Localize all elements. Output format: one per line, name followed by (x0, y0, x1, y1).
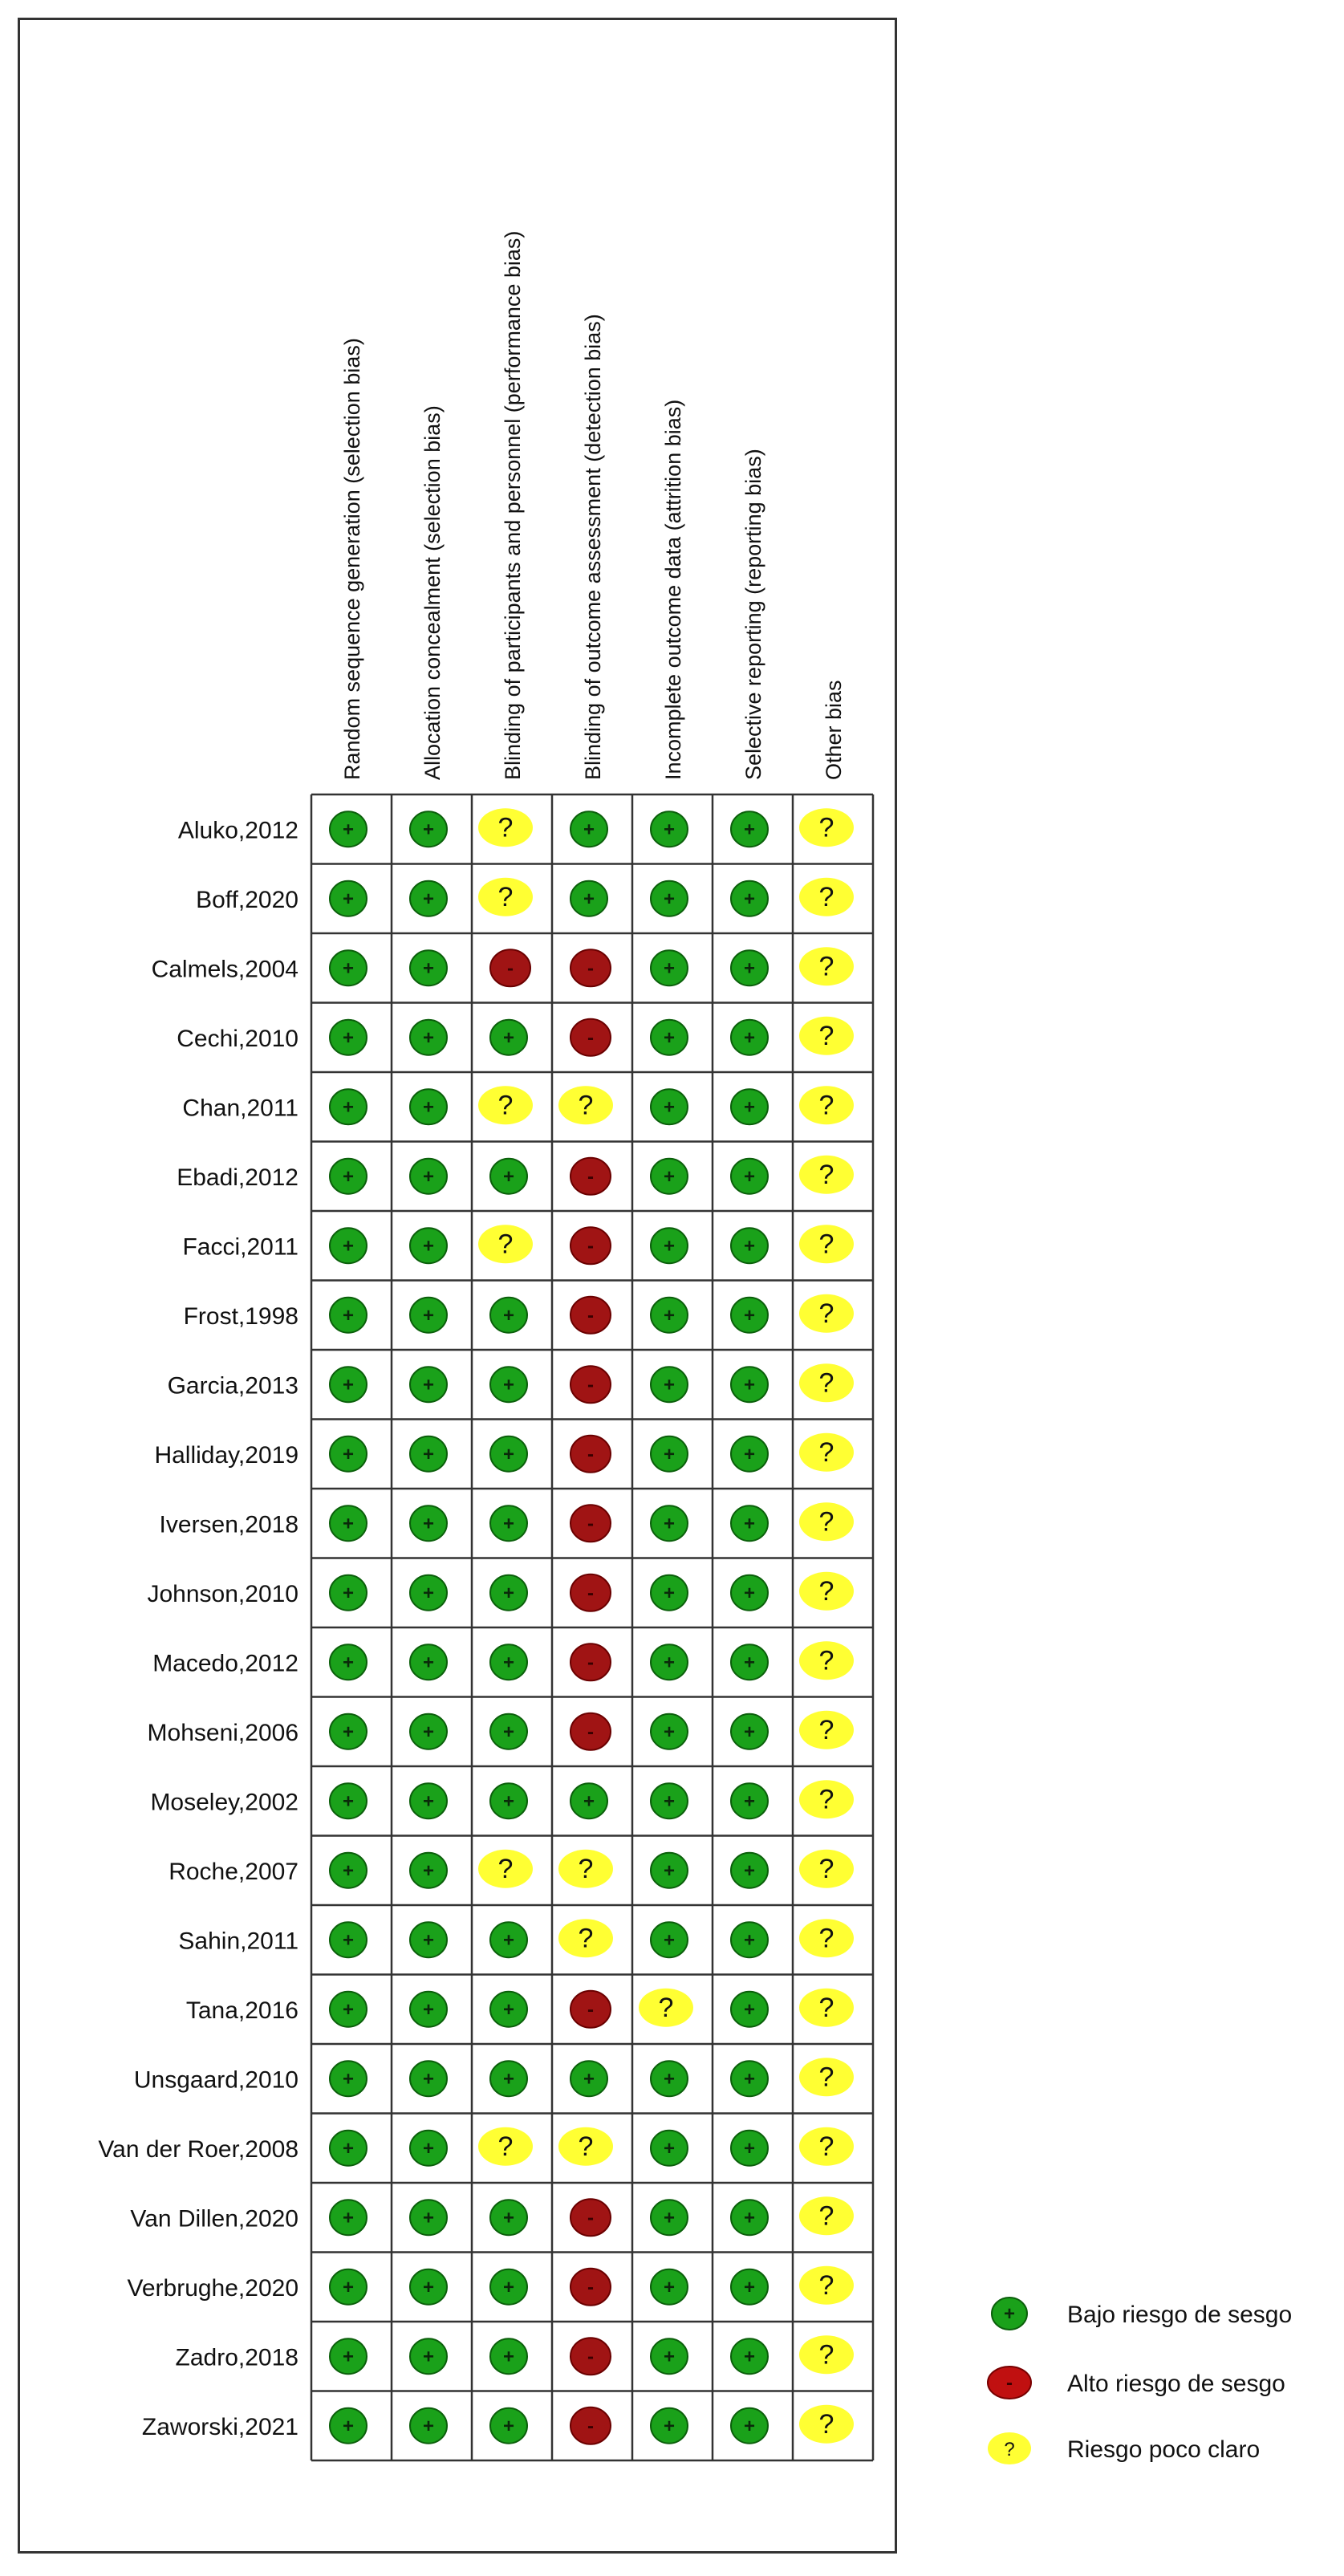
study-label: Johnson,2010 (147, 1580, 298, 1607)
rating-low-glyph: + (743, 819, 756, 841)
rating-low-glyph: + (502, 1026, 515, 1049)
rating-unclear-glyph: ? (658, 1992, 674, 2023)
rating-low-glyph: + (422, 957, 435, 980)
study-label: Tana,2016 (185, 1997, 298, 2024)
rating-low-glyph: + (502, 1929, 515, 1952)
rating-low-glyph: + (743, 1513, 756, 1535)
rating-low-glyph: + (663, 2137, 676, 2160)
rating-high-glyph: - (587, 2415, 594, 2437)
rating-high-glyph: - (587, 2207, 594, 2229)
rating-low-glyph: + (502, 2207, 515, 2229)
rating-high-glyph: - (587, 1026, 594, 1049)
rating-unclear-glyph: ? (818, 1714, 834, 1745)
legend-item-low (987, 2295, 1324, 2343)
study-label: Van der Roer,2008 (98, 2135, 298, 2163)
rating-low-glyph: + (422, 1096, 435, 1119)
rating-low-glyph: + (422, 1998, 435, 2021)
rating-low-glyph: + (743, 1096, 756, 1119)
rating-low-glyph: + (342, 1652, 355, 1674)
rating-low-glyph: + (342, 2068, 355, 2090)
rating-low-glyph: + (743, 2276, 756, 2298)
rating-low-glyph: + (743, 957, 756, 980)
rating-unclear-glyph: ? (818, 881, 834, 912)
rating-low-glyph: + (663, 1582, 676, 1604)
rating-low-glyph: + (342, 1859, 355, 1882)
rating-low-glyph: + (342, 819, 355, 841)
rating-unclear-glyph: ? (497, 1853, 514, 1884)
rating-unclear-glyph: ? (818, 1923, 834, 1954)
rating-low-glyph: + (502, 1721, 515, 1743)
legend-label-unclear: Riesgo poco claro (1067, 2436, 1261, 2463)
rating-low-glyph: + (342, 2207, 355, 2229)
rating-low-glyph: + (663, 1096, 676, 1119)
rating-low-glyph: + (422, 1026, 435, 1049)
rating-low-glyph: + (502, 1443, 515, 1465)
rating-low-glyph: + (342, 957, 355, 980)
study-label: Van Dillen,2020 (130, 2205, 298, 2233)
rating-low-glyph: + (342, 1929, 355, 1952)
rating-unclear-glyph: ? (818, 1367, 834, 1399)
rating-low-glyph: + (422, 1790, 435, 1813)
rating-high-glyph: - (587, 1998, 594, 2021)
rating-high-glyph: - (587, 1235, 594, 1258)
rating-low-glyph: + (422, 1235, 435, 1258)
rating-unclear-glyph: ? (578, 1090, 594, 1121)
rating-low-glyph: + (422, 1513, 435, 1535)
rating-low-glyph: + (743, 1929, 756, 1952)
rating-high-glyph: - (587, 1304, 594, 1327)
rating-low-glyph: + (663, 1165, 676, 1188)
rating-low-glyph: + (342, 2137, 355, 2160)
rating-low-glyph: + (422, 2346, 435, 2368)
rating-high-glyph: - (587, 1513, 594, 1535)
column-header-1: Random sequence generation (selection bias) (340, 338, 364, 780)
rating-low-glyph: + (422, 819, 435, 841)
rating-low-glyph: + (583, 1790, 595, 1813)
rating-unclear-glyph: ? (497, 1229, 514, 1260)
rating-low-glyph: + (663, 2207, 676, 2229)
rating-unclear-glyph: ? (818, 2200, 834, 2232)
rating-high-glyph: - (587, 1721, 594, 1743)
study-label: Boff,2020 (196, 886, 298, 913)
rating-low-glyph: + (342, 1443, 355, 1465)
rating-low-glyph: + (502, 1374, 515, 1396)
rating-unclear-glyph: ? (818, 1645, 834, 1676)
study-label: Mohseni,2006 (147, 1719, 298, 1746)
rating-unclear-glyph: ? (818, 2062, 834, 2093)
legend-item-high (987, 2364, 1324, 2412)
rating-low-glyph: + (743, 1652, 756, 1674)
rating-unclear-glyph: ? (497, 881, 514, 912)
study-label: Calmels,2004 (151, 956, 298, 983)
rating-low-glyph: + (743, 2137, 756, 2160)
rating-low-glyph: + (422, 2276, 435, 2298)
rating-low-glyph: + (422, 888, 435, 910)
svg-text:?: ? (1004, 2439, 1015, 2460)
rating-low-glyph: + (342, 888, 355, 910)
rating-unclear-glyph: ? (497, 812, 514, 843)
rating-unclear-glyph: ? (818, 2339, 834, 2371)
study-label: Frost,1998 (183, 1302, 298, 1330)
rating-unclear-glyph: ? (818, 1992, 834, 2023)
rating-low-glyph: + (663, 1652, 676, 1674)
rating-unclear-glyph: ? (818, 1159, 834, 1190)
rating-low-glyph: + (743, 2207, 756, 2229)
rating-unclear-glyph: ? (818, 1298, 834, 1329)
column-header-6: Selective reporting (reporting bias) (741, 449, 765, 780)
rating-low-glyph: + (743, 2415, 756, 2437)
rating-low-glyph: + (663, 1374, 676, 1396)
rating-low-glyph: + (502, 1582, 515, 1604)
rating-low-glyph: + (743, 888, 756, 910)
rating-low-glyph: + (342, 1026, 355, 1049)
rating-high-glyph: - (587, 2276, 594, 2298)
rating-low-glyph: + (583, 2068, 595, 2090)
rating-high-glyph: - (587, 1165, 594, 1188)
rating-low-glyph: + (342, 1165, 355, 1188)
svg-text:-: - (1006, 2372, 1013, 2394)
rating-high-glyph: - (587, 1374, 594, 1396)
rating-low-glyph: + (422, 1374, 435, 1396)
study-label: Garcia,2013 (167, 1372, 298, 1400)
column-header-3: Blinding of participants and personnel (performance bias) (501, 230, 525, 780)
rating-low-glyph: + (743, 1026, 756, 1049)
rating-low-glyph: + (743, 1998, 756, 2021)
rating-low-glyph: + (663, 819, 676, 841)
rating-low-glyph: + (502, 1304, 515, 1327)
column-header-5: Incomplete outcome data (attrition bias) (661, 399, 685, 780)
rating-low-glyph: + (342, 2415, 355, 2437)
rating-low-glyph: + (342, 1721, 355, 1743)
rating-unclear-glyph: ? (497, 2131, 514, 2162)
rating-low-glyph: + (743, 1374, 756, 1396)
rating-low-glyph: + (422, 1443, 435, 1465)
rating-low-glyph: + (502, 1165, 515, 1188)
study-label: Halliday,2019 (154, 1441, 298, 1469)
rating-low-glyph: + (502, 2346, 515, 2368)
study-label: Unsgaard,2010 (133, 2066, 298, 2094)
rating-low-glyph: + (663, 1026, 676, 1049)
rating-unclear-glyph: ? (818, 1229, 834, 1260)
rating-low-glyph: + (502, 1998, 515, 2021)
rating-low-glyph: + (663, 1721, 676, 1743)
rating-low-glyph: + (583, 888, 595, 910)
rating-low-glyph: + (422, 1652, 435, 1674)
study-label: Zadro,2018 (175, 2344, 298, 2371)
rating-unclear-glyph: ? (818, 2131, 834, 2162)
study-label: Roche,2007 (169, 1858, 298, 1885)
study-label: Facci,2011 (182, 1233, 298, 1261)
rating-low-glyph: + (663, 1790, 676, 1813)
rating-high-glyph: - (507, 957, 514, 980)
rating-low-glyph: + (342, 1304, 355, 1327)
rating-low-glyph: + (743, 1165, 756, 1188)
low-risk-icon (987, 2295, 1035, 2332)
study-label: Chan,2011 (182, 1095, 298, 1122)
rating-low-glyph: + (663, 2415, 676, 2437)
rating-low-glyph: + (422, 1859, 435, 1882)
unclear-risk-icon (987, 2430, 1035, 2467)
rating-high-glyph: - (587, 957, 594, 980)
rating-low-glyph: + (502, 1790, 515, 1813)
rating-low-glyph: + (422, 1582, 435, 1604)
rating-low-glyph: + (743, 2068, 756, 2090)
rating-low-glyph: + (422, 1304, 435, 1327)
rating-low-glyph: + (663, 1513, 676, 1535)
rating-unclear-glyph: ? (818, 1784, 834, 1815)
rating-unclear-glyph: ? (578, 1923, 594, 1954)
rating-low-glyph: + (342, 2276, 355, 2298)
study-label: Verbrughe,2020 (127, 2274, 298, 2302)
column-header-4: Blinding of outcome assessment (detection bias) (581, 314, 605, 780)
rating-high-glyph: - (587, 1652, 594, 1674)
rating-low-glyph: + (583, 819, 595, 841)
rating-unclear-glyph: ? (818, 1436, 834, 1468)
legend-label-high: Alto riesgo de sesgo (1067, 2371, 1285, 2397)
legend-label-low: Bajo riesgo de sesgo (1067, 2302, 1293, 2328)
rating-low-glyph: + (502, 1652, 515, 1674)
study-label: Moseley,2002 (150, 1789, 298, 1816)
rating-high-glyph: - (587, 1443, 594, 1465)
rating-low-glyph: + (743, 1582, 756, 1604)
rating-low-glyph: + (422, 2137, 435, 2160)
legend-item-unclear (987, 2430, 1324, 2478)
rating-low-glyph: + (502, 2068, 515, 2090)
rating-low-glyph: + (422, 2207, 435, 2229)
rating-low-glyph: + (663, 2276, 676, 2298)
rating-low-glyph: + (663, 957, 676, 980)
rating-low-glyph: + (342, 1374, 355, 1396)
rating-high-glyph: - (587, 2346, 594, 2368)
rating-low-glyph: + (422, 2068, 435, 2090)
rating-low-glyph: + (663, 888, 676, 910)
study-label: Zaworski,2021 (141, 2413, 298, 2440)
rating-unclear-glyph: ? (818, 1506, 834, 1538)
rating-low-glyph: + (342, 1998, 355, 2021)
rating-unclear-glyph: ? (818, 2269, 834, 2301)
rating-low-glyph: + (342, 1790, 355, 1813)
study-label: Sahin,2011 (178, 1928, 298, 1955)
rating-low-glyph: + (663, 2068, 676, 2090)
study-label: Aluko,2012 (177, 817, 298, 844)
rating-low-glyph: + (502, 2276, 515, 2298)
study-label: Macedo,2012 (152, 1650, 298, 1677)
study-label: Cechi,2010 (177, 1025, 298, 1052)
rating-low-glyph: + (663, 2346, 676, 2368)
rating-low-glyph: + (422, 2415, 435, 2437)
rating-low-glyph: + (342, 1513, 355, 1535)
rating-unclear-glyph: ? (818, 812, 834, 843)
rating-low-glyph: + (743, 1443, 756, 1465)
rating-low-glyph: + (663, 1443, 676, 1465)
rating-low-glyph: + (743, 1304, 756, 1327)
rating-low-glyph: + (663, 1304, 676, 1327)
rating-low-glyph: + (663, 1929, 676, 1952)
rating-unclear-glyph: ? (497, 1090, 514, 1121)
rating-unclear-glyph: ? (818, 1853, 834, 1884)
column-header-7: Other bias (822, 680, 846, 780)
rating-unclear-glyph: ? (578, 1853, 594, 1884)
rating-low-glyph: + (422, 1929, 435, 1952)
svg-text:+: + (1003, 2303, 1016, 2325)
rating-unclear-glyph: ? (818, 1575, 834, 1607)
rating-unclear-glyph: ? (818, 1020, 834, 1051)
rating-low-glyph: + (502, 1513, 515, 1535)
rating-unclear-glyph: ? (818, 2408, 834, 2440)
column-header-2: Allocation concealment (selection bias) (420, 405, 445, 780)
rating-low-glyph: + (422, 1721, 435, 1743)
rating-low-glyph: + (342, 1582, 355, 1604)
rating-low-glyph: + (342, 1096, 355, 1119)
rating-low-glyph: + (663, 1235, 676, 1258)
rating-unclear-glyph: ? (818, 1090, 834, 1121)
high-risk-icon (987, 2364, 1035, 2401)
rating-low-glyph: + (743, 2346, 756, 2368)
rating-low-glyph: + (743, 1790, 756, 1813)
rating-low-glyph: + (743, 1721, 756, 1743)
rating-low-glyph: + (342, 2346, 355, 2368)
rating-low-glyph: + (342, 1235, 355, 1258)
rating-low-glyph: + (663, 1859, 676, 1882)
rating-high-glyph: - (587, 1582, 594, 1604)
study-label: Ebadi,2012 (177, 1164, 298, 1191)
rating-low-glyph: + (502, 2415, 515, 2437)
rating-low-glyph: + (743, 1859, 756, 1882)
rating-low-glyph: + (743, 1235, 756, 1258)
study-label: Iversen,2018 (159, 1511, 298, 1538)
rating-low-glyph: + (422, 1165, 435, 1188)
rating-unclear-glyph: ? (818, 951, 834, 982)
rating-unclear-glyph: ? (578, 2131, 594, 2162)
